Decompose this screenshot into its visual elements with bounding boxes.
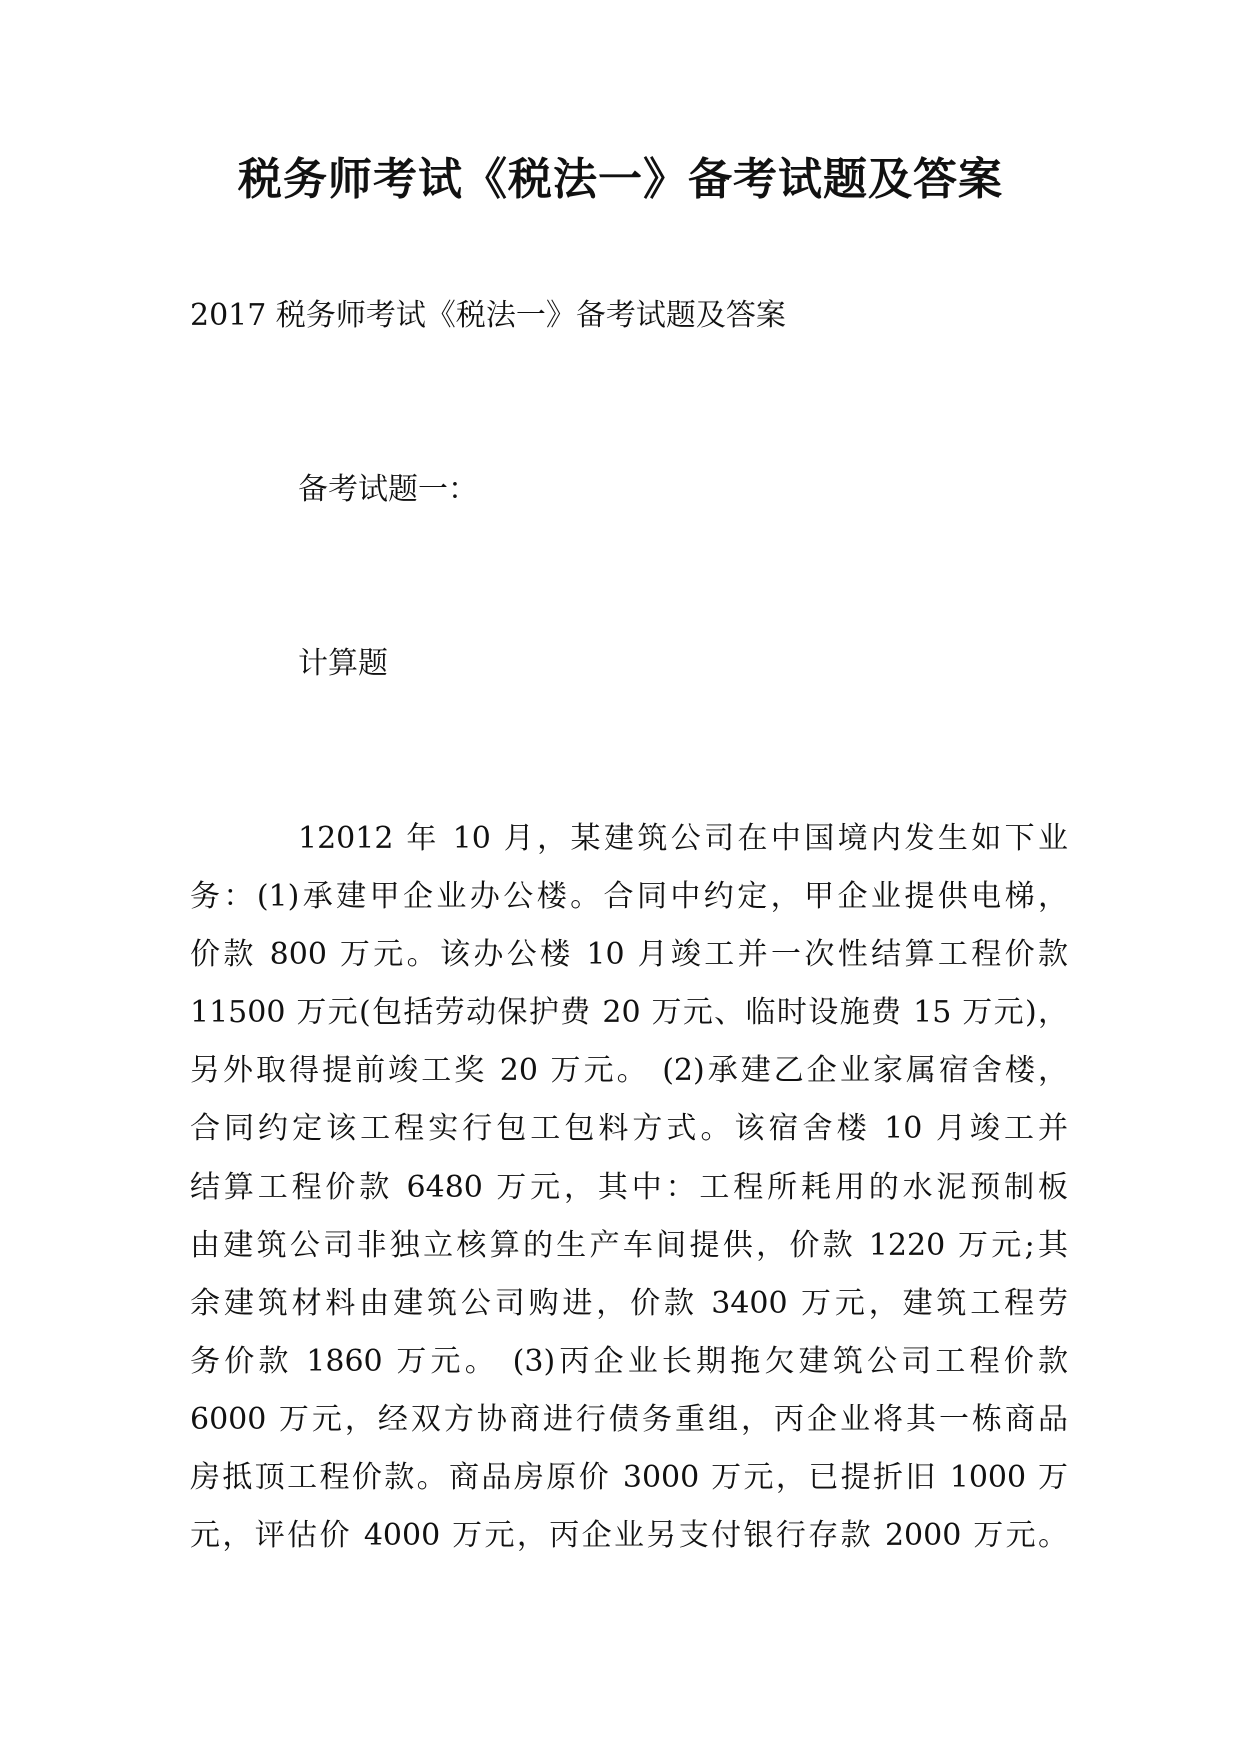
paragraph-line: 务：(1)承建甲企业办公楼。合同中约定，甲企业提供电梯，	[190, 879, 1068, 915]
paragraph-line: 元，评估价 4000 万元，丙企业另支付银行存款 2000 万元。	[190, 1518, 1068, 1554]
paragraph-line: 由建筑公司非独立核算的生产车间提供，价款 1220 万元;其	[190, 1227, 1068, 1263]
paragraph-line: 11500 万元(包括劳动保护费 20 万元、临时设施费 15 万元)，	[190, 995, 1068, 1031]
document-title: 税务师考试《税法一》备考试题及答案	[238, 154, 1003, 205]
paragraph-line: 房抵顶工程价款。商品房原价 3000 万元，已提折旧 1000 万	[190, 1460, 1068, 1496]
paragraph-line: 结算工程价款 6480 万元，其中：工程所耗用的水泥预制板	[190, 1169, 1068, 1205]
paragraph-line: 6000 万元，经双方协商进行债务重组，丙企业将其一栋商品	[190, 1401, 1068, 1437]
paragraph-line: 合同约定该工程实行包工包料方式。该宿舍楼 10 月竣工并	[190, 1111, 1068, 1147]
paragraph-line: 余建筑材料由建筑公司购进，价款 3400 万元，建筑工程劳	[190, 1285, 1068, 1321]
paragraph-line: 价款 800 万元。该办公楼 10 月竣工并一次性结算工程价款	[190, 937, 1068, 973]
paragraph-line: 12012 年 10 月，某建筑公司在中国境内发生如下业	[298, 821, 1068, 856]
question-paragraph	[190, 810, 1068, 1565]
paragraph-line: 务价款 1860 万元。 (3)丙企业长期拖欠建筑公司工程价款	[190, 1343, 1068, 1379]
paragraph-line: 另外取得提前竣工奖 20 万元。 (2)承建乙企业家属宿舍楼，	[190, 1053, 1068, 1089]
document-subtitle: 2017 税务师考试《税法一》备考试题及答案	[190, 298, 786, 333]
question-type-label: 计算题	[298, 646, 388, 681]
section-heading: 备考试题一：	[298, 472, 478, 507]
